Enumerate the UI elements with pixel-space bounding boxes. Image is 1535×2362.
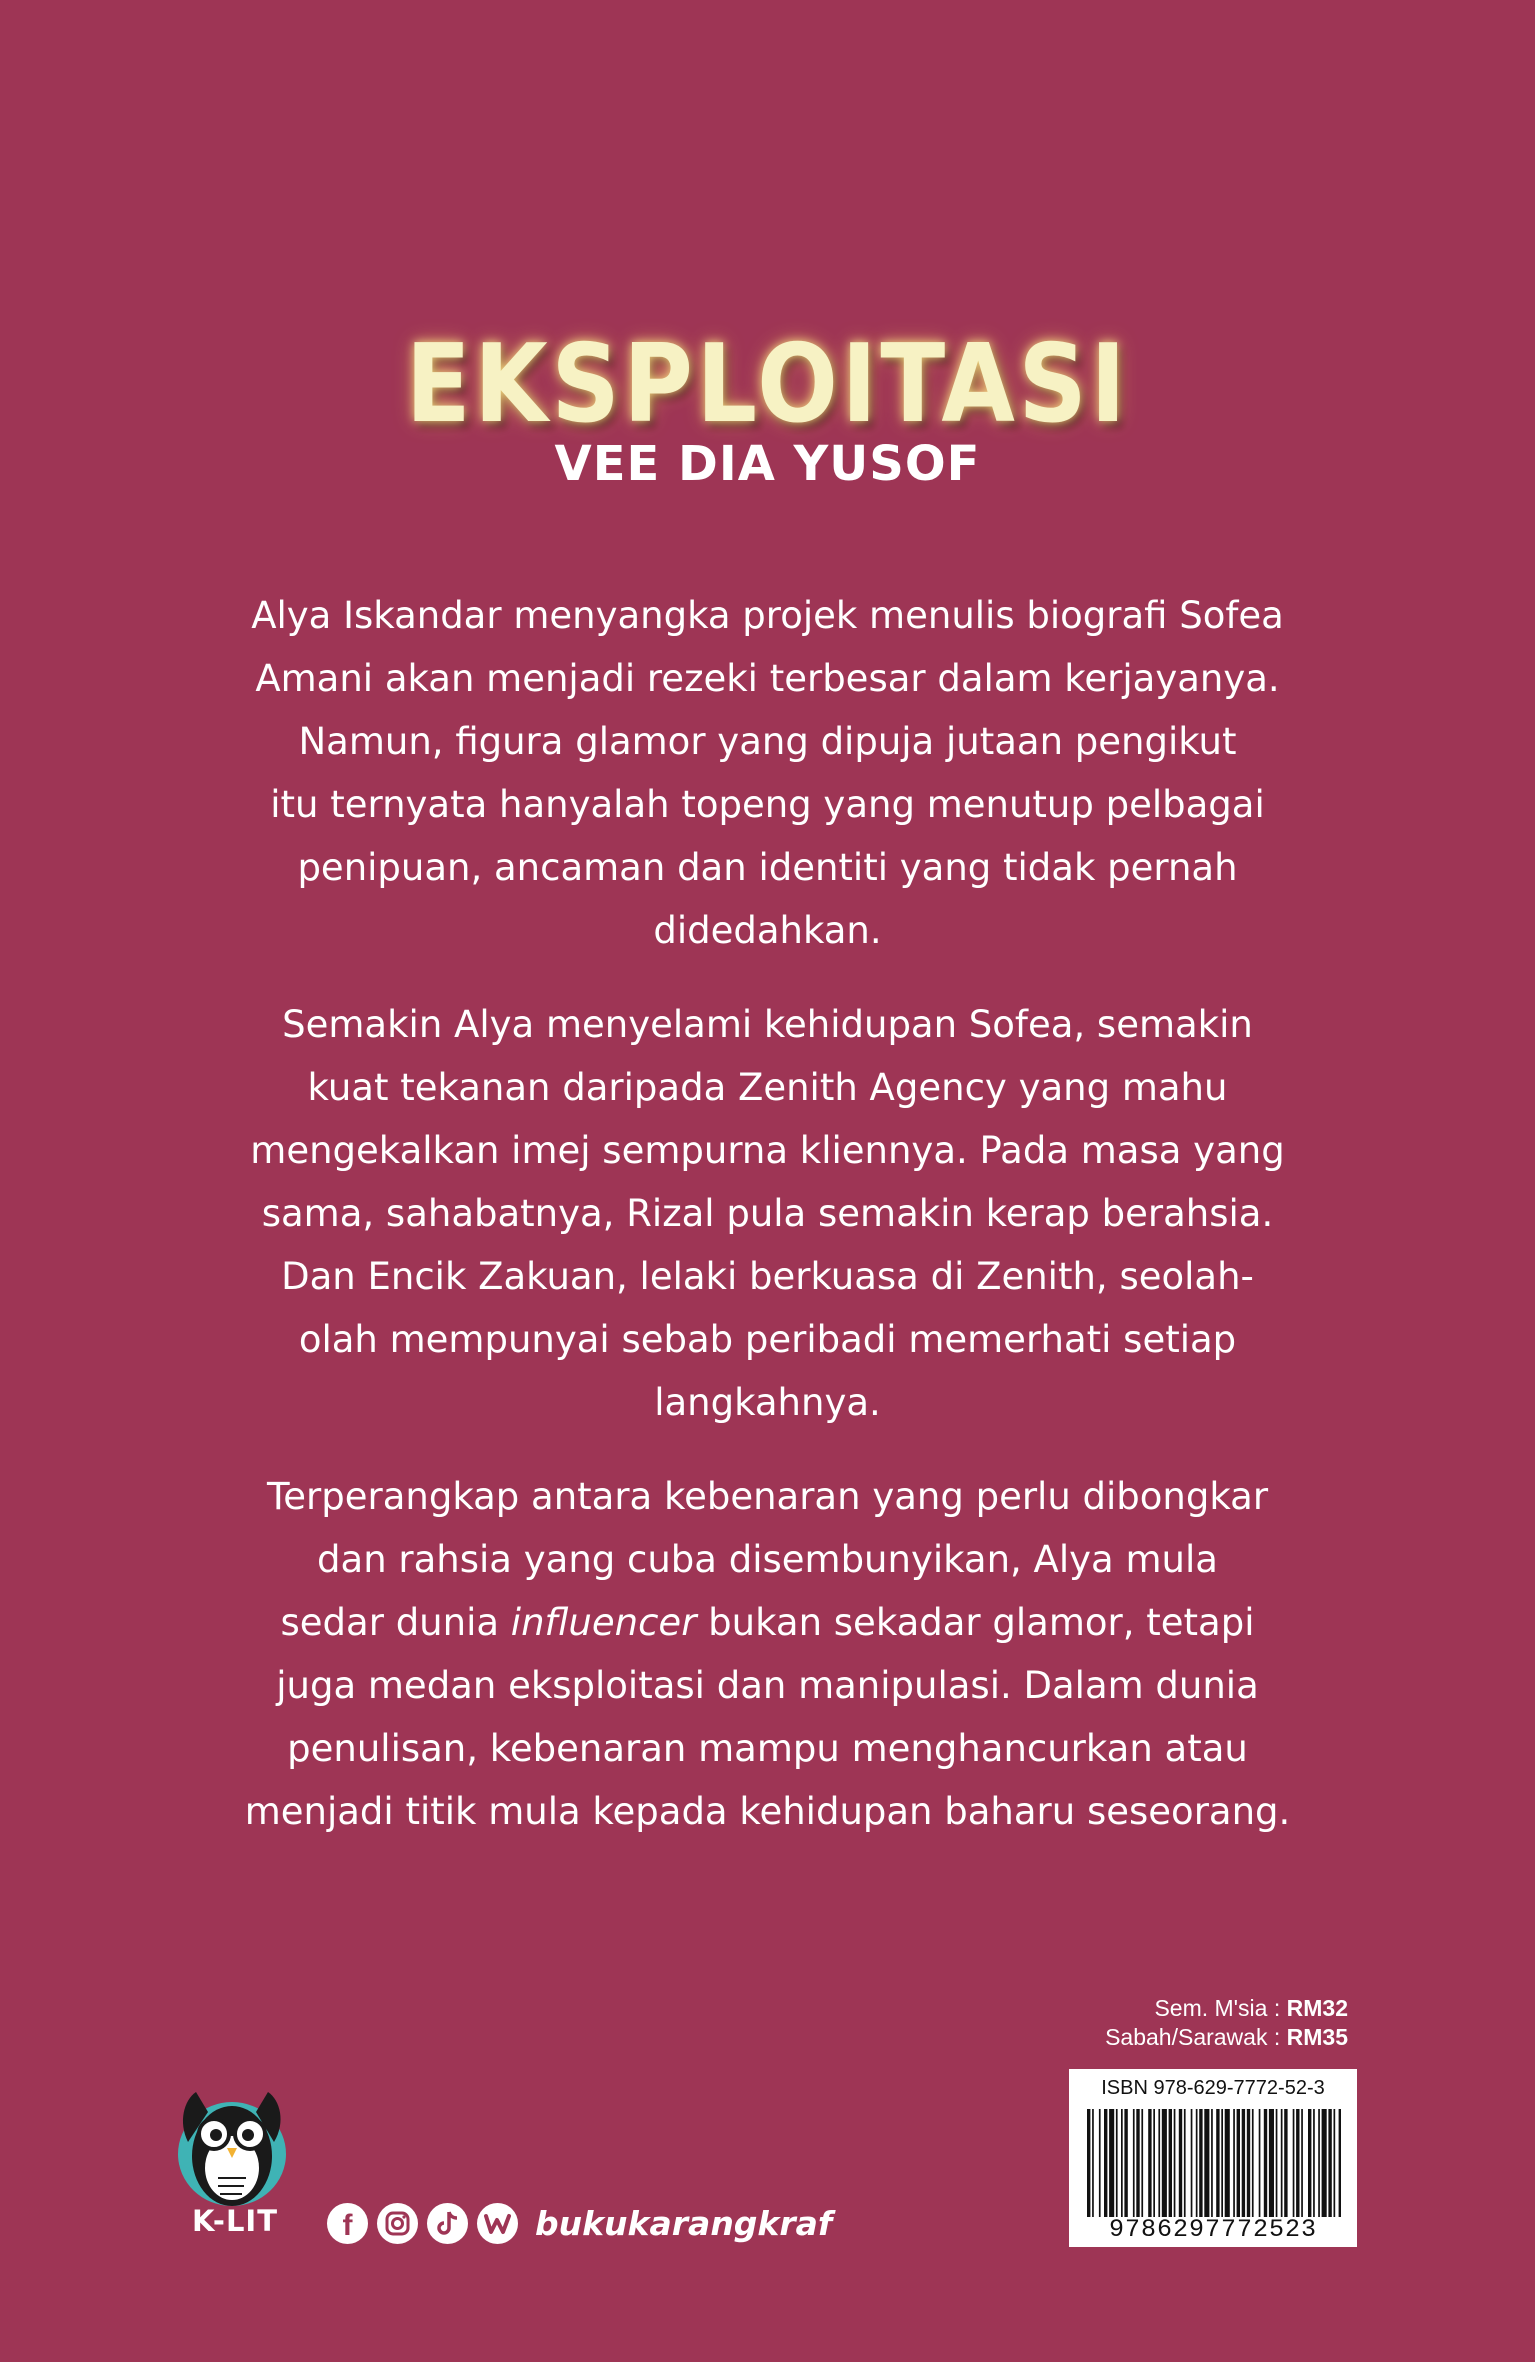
barcode-bar — [1099, 2109, 1101, 2217]
barcode-bar — [1242, 2109, 1245, 2217]
barcode-bar — [1158, 2109, 1160, 2217]
synopsis-text: sedar dunia — [280, 1601, 511, 1644]
barcode-digits: 9786297772523 — [1108, 2215, 1318, 2244]
barcode-bar — [1334, 2109, 1336, 2217]
barcode-bar — [1301, 2109, 1303, 2217]
synopsis-line: mengekalkan imej sempurna kliennya. Pada masa yang — [250, 1129, 1285, 1172]
barcode-bar — [1196, 2109, 1198, 2217]
barcode-bar — [1225, 2109, 1230, 2217]
barcode-bar — [1148, 2109, 1151, 2217]
synopsis-line: langkahnya. — [654, 1381, 881, 1424]
barcode-bar — [1276, 2109, 1278, 2217]
barcode-bar — [1247, 2109, 1250, 2217]
social-links — [327, 2201, 832, 2245]
synopsis-line: Alya Iskandar menyangka projek menulis biografi Sofea — [251, 594, 1284, 637]
barcode-bar — [1109, 2109, 1114, 2217]
barcode-bar — [1174, 2109, 1176, 2217]
synopsis-paragraph-3 — [200, 1465, 1335, 1843]
price-east-malaysia — [1105, 2023, 1348, 2052]
barcode-bar — [1179, 2109, 1182, 2217]
barcode-bar — [1313, 2109, 1315, 2217]
synopsis-paragraph-1 — [200, 584, 1335, 962]
price-value: RM32 — [1286, 1995, 1348, 2021]
social-handle[interactable]: bukukarangkraf — [535, 2203, 833, 2243]
synopsis-text: bukan sekadar glamor, tetapi — [696, 1601, 1255, 1644]
barcode-bar — [1104, 2109, 1107, 2217]
instagram-icon[interactable] — [377, 2203, 418, 2244]
synopsis-line: Terperangkap antara kebenaran yang perlu dibongkar — [266, 1475, 1269, 1518]
barcode-bar — [1191, 2109, 1193, 2217]
synopsis-line: olah mempunyai sebab peribadi memerhati setiap — [298, 1318, 1237, 1361]
synopsis-line: menjadi titik mula kepada kehidupan baharu seseorang. — [244, 1790, 1291, 1833]
barcode-bar — [1141, 2109, 1143, 2217]
synopsis-line: dan rahsia yang cuba disembunyikan, Alya mula — [317, 1538, 1218, 1581]
isbn-barcode — [1069, 2069, 1357, 2247]
synopsis-line: penulisan, kebenaran mampu menghancurkan atau — [287, 1727, 1248, 1770]
publisher-name: K-LIT — [191, 2204, 279, 2238]
synopsis-line: penipuan, ancaman dan identiti yang tidak pernah — [297, 846, 1238, 889]
barcode-bar — [1284, 2109, 1287, 2217]
isbn-label: ISBN 978-629-7772-52-3 — [1101, 2077, 1325, 2099]
barcode-bar — [1124, 2109, 1127, 2217]
barcode-bar — [1169, 2109, 1172, 2217]
barcode-bar — [1116, 2109, 1118, 2217]
price-value: RM35 — [1286, 2024, 1348, 2050]
synopsis-line — [200, 1591, 1335, 1654]
barcode-bar — [1092, 2109, 1094, 2217]
synopsis-line: juga medan eksploitasi dan manipulasi. Dalam dunia — [276, 1664, 1259, 1707]
barcode-bar — [1211, 2109, 1213, 2217]
synopsis-line: itu ternyata hanyalah topeng yang menutup pelbagai — [270, 783, 1265, 826]
barcode-bar — [1162, 2109, 1167, 2217]
barcode-bar — [1252, 2109, 1254, 2217]
facebook-icon[interactable] — [327, 2203, 368, 2244]
barcode-bar — [1237, 2109, 1240, 2217]
synopsis-italic-term: influencer — [510, 1601, 697, 1644]
owl-logo-icon — [174, 2082, 296, 2214]
synopsis-line: didedahkan. — [653, 909, 882, 952]
barcode-bars — [1087, 2109, 1341, 2217]
barcode-bar — [1322, 2109, 1327, 2217]
barcode-bar — [1184, 2109, 1186, 2217]
barcode-bar — [1133, 2109, 1135, 2217]
barcode-bar — [1318, 2109, 1320, 2217]
synopsis-paragraph-2 — [200, 993, 1335, 1434]
synopsis-line: Namun, figura glamor yang dipuja jutaan pengikut — [298, 720, 1237, 763]
barcode-bar — [1121, 2109, 1123, 2217]
price-list — [1105, 1994, 1348, 2052]
barcode-bar — [1153, 2109, 1155, 2217]
synopsis-line: kuat tekanan daripada Zenith Agency yang mahu — [307, 1066, 1228, 1109]
barcode-bar — [1259, 2109, 1261, 2217]
barcode-bar — [1281, 2109, 1283, 2217]
barcode-bar — [1339, 2109, 1341, 2217]
price-peninsular — [1105, 1994, 1348, 2023]
synopsis-line: Amani akan menjadi rezeki terbesar dalam kerjayanya. — [255, 657, 1280, 700]
barcode-bar — [1216, 2109, 1219, 2217]
book-title: EKSPLOITASI — [405, 322, 1130, 447]
synopsis-line: Dan Encik Zakuan, lelaki berkuasa di Zenith, seolah- — [281, 1255, 1254, 1298]
barcode-bar — [1328, 2109, 1331, 2217]
barcode-bar — [1264, 2109, 1267, 2217]
synopsis-line: sama, sahabatnya, Rizal pula semakin kerap berahsia. — [261, 1192, 1274, 1235]
price-label: Sabah/Sarawak : — [1105, 2024, 1287, 2050]
barcode-bar — [1308, 2109, 1311, 2217]
barcode-bar — [1293, 2109, 1295, 2217]
synopsis — [200, 584, 1335, 1874]
price-label: Sem. M'sia : — [1154, 1995, 1287, 2021]
barcode-bar — [1204, 2109, 1209, 2217]
author-name: VEE DIA YUSOF — [554, 436, 981, 492]
barcode-bar — [1269, 2109, 1274, 2217]
svg-text:f: f — [342, 2208, 353, 2242]
barcode-bar — [1136, 2109, 1139, 2217]
synopsis-line: Semakin Alya menyelami kehidupan Sofea, semakin — [282, 1003, 1253, 1046]
barcode-bar — [1296, 2109, 1299, 2217]
barcode-bar — [1221, 2109, 1223, 2217]
barcode-bar — [1233, 2109, 1235, 2217]
wattpad-icon[interactable] — [477, 2203, 518, 2244]
barcode-bar — [1199, 2109, 1202, 2217]
barcode-bar — [1087, 2109, 1090, 2217]
tiktok-icon[interactable] — [427, 2203, 468, 2244]
